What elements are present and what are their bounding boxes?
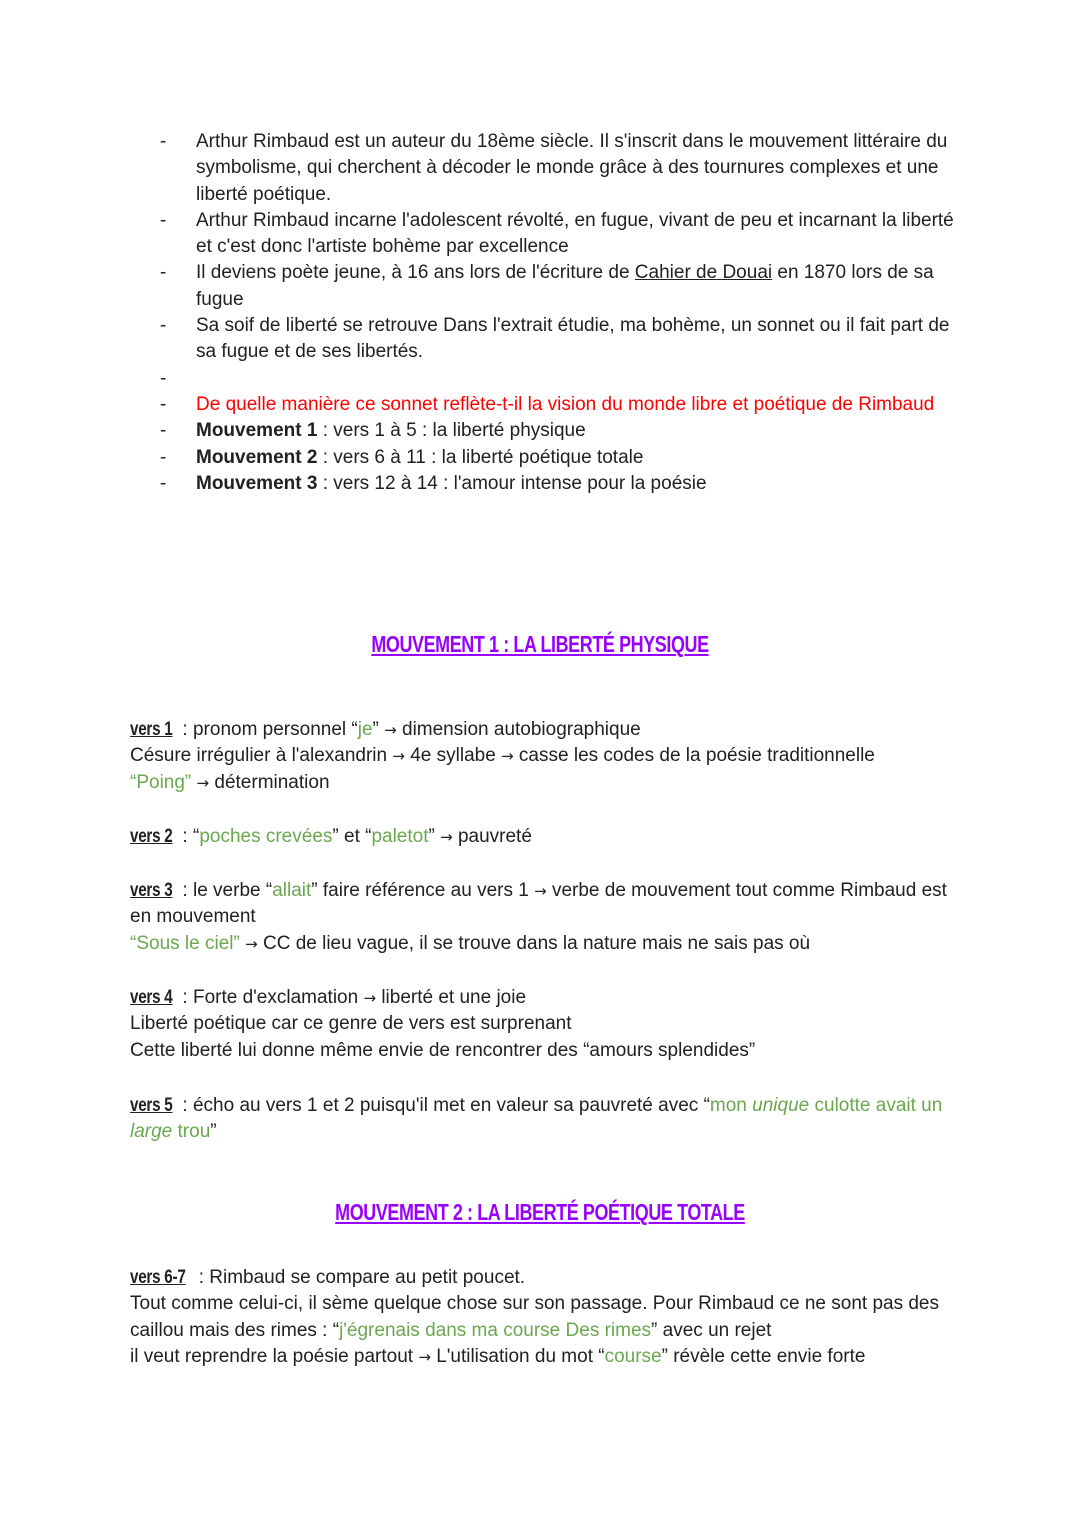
bullet-text: : vers 6 à 11 : la liberté poétique totale [317, 446, 644, 468]
quote: course [604, 1345, 662, 1367]
bullet-text: Arthur Rimbaud est un auteur du 18ème siècle. Il s'inscrit dans le mouvement littéraire du symbolisme, qui cherchent à décoder le monde grâce à des tournures complexes et une liberté poétique. [196, 131, 948, 205]
text: ” [372, 719, 385, 740]
mouvement-2-heading: MOUVEMENT 2 : LA LIBERTÉ POÉTIQUE TOTALE [335, 1199, 745, 1225]
list-item [160, 129, 960, 208]
intro-bullet-list [160, 129, 960, 497]
vers-6-7-line-3 [130, 1344, 960, 1370]
text: : pronom personnel “ [177, 719, 358, 740]
bullet-text: Sa soif de liberté se retrouve Dans l'extrait étudie, ma bohème, un sonnet ou il fait part de sa fugue et de ses libertés. [196, 315, 950, 363]
vers-6-7-line [130, 1265, 960, 1291]
vers-4-line-2: Liberté poétique car ce genre de vers est surprenant [130, 1013, 572, 1035]
vers-5-label: vers 5 [130, 1095, 173, 1116]
vers-4-line-3: Cette liberté lui donne même envie de rencontrer des “amours splendides” [130, 1039, 756, 1061]
text: liberté et une joie [376, 987, 527, 1008]
bullet-text: Il deviens poète jeune, à 16 ans lors de l'écriture de [196, 262, 635, 284]
vers-5-block [130, 1093, 960, 1146]
vers-1-block [130, 717, 960, 796]
vers-3-label: vers 3 [130, 880, 173, 901]
vers-3-line [130, 878, 960, 931]
quote: culotte avait un [809, 1095, 943, 1116]
arrow-icon: → [534, 882, 547, 900]
bullet-dash: - [160, 420, 167, 442]
list-item [160, 313, 960, 366]
quote: j'égrenais dans ma course Des rimes [339, 1319, 652, 1341]
vers-6-7-label: vers 6-7 [130, 1267, 186, 1288]
arrow-icon: → [392, 747, 405, 766]
bullet-dash: - [160, 472, 167, 494]
problematique-text: De quelle manière ce sonnet reflète-t-il la vision du monde libre et poétique de Rimbaud [196, 393, 935, 415]
arrow-icon: → [418, 1347, 431, 1366]
bullet-dash: - [160, 262, 167, 284]
bullet-dash: - [160, 131, 167, 152]
text: Tout comme celui-ci, il sème quelque chose sur son passage. Pour Rimbaud ce ne sont pas des caillou mais des rimes : “ [130, 1293, 939, 1341]
quote-italic: large [130, 1121, 173, 1143]
mouvement-label: Mouvement 3 [196, 472, 318, 494]
text: pauvreté [452, 826, 532, 847]
text: ” [428, 826, 441, 847]
arrow-icon: → [363, 989, 377, 1007]
vers-1-cesure-line [130, 743, 960, 769]
text: ” faire référence au vers 1 [311, 880, 535, 901]
vers-3-ciel-line [130, 931, 960, 957]
list-item [160, 208, 960, 261]
list-item [160, 392, 960, 418]
bullet-text: : vers 1 à 5 : la liberté physique [317, 420, 586, 442]
text: : écho au vers 1 et 2 puisqu'il met en valeur sa pauvreté avec “ [177, 1095, 710, 1116]
text: détermination [209, 771, 330, 793]
quote: poches crevées [199, 826, 333, 847]
quote: trou [172, 1121, 211, 1143]
text: CC de lieu vague, il se trouve dans la nature mais ne sais pas où [257, 932, 811, 954]
text: L'utilisation du mot “ [430, 1345, 605, 1367]
text: Césure irrégulier à l'alexandrin [130, 745, 393, 767]
mouvement-label: Mouvement 2 [196, 446, 318, 468]
text: 4e syllabe [404, 745, 502, 767]
arrow-icon: → [501, 747, 514, 766]
quote: allait [272, 880, 312, 901]
list-item [160, 366, 960, 392]
quote: “Poing” [130, 771, 192, 793]
vers-2-block [130, 824, 960, 850]
arrow-icon: → [245, 934, 258, 953]
text: casse les codes de la poésie traditionnelle [513, 745, 875, 767]
quote: mon [709, 1095, 753, 1116]
quote: je [357, 719, 373, 740]
text: : Rimbaud se compare au petit poucet. [193, 1267, 526, 1288]
vers-3-block [130, 878, 960, 957]
text: : Forte d'exclamation [177, 987, 364, 1008]
text: verbe de mouvement tout comme Rimbaud est en mouvement [130, 880, 947, 928]
arrow-icon: → [196, 773, 210, 792]
vers-6-7-line-2 [130, 1291, 960, 1344]
vers-1-poing-line [130, 770, 960, 796]
bullet-dash: - [160, 367, 167, 389]
mouvement-1-heading: MOUVEMENT 1 : LA LIBERTÉ PHYSIQUE [371, 631, 709, 657]
vers-1-line [130, 717, 960, 743]
bullet-text: en 1870 lors de sa fugue [196, 262, 934, 310]
bullet-text: Arthur Rimbaud incarne l'adolescent révolté, en fugue, vivant de peu et incarnant la liberté et c'est donc l'artiste bohème par excellence [196, 209, 954, 258]
text: dimension autobiographique [396, 719, 641, 740]
text: ” et “ [332, 826, 372, 847]
bullet-dash: - [160, 315, 167, 337]
text: il veut reprendre la poésie partout [130, 1345, 419, 1367]
vers-2-line [130, 824, 960, 850]
vers-4-label: vers 4 [130, 987, 173, 1008]
bullet-text: : vers 12 à 14 : l'amour intense pour la poésie [317, 472, 707, 494]
book-title-link[interactable]: Cahier de Douai [634, 262, 773, 284]
quote-italic: unique [752, 1095, 810, 1116]
mouvement-label: Mouvement 1 [196, 420, 318, 442]
vers-4-block [130, 985, 960, 1064]
bullet-dash: - [160, 393, 167, 415]
quote: paletot [371, 826, 429, 847]
bullet-dash: - [160, 209, 167, 231]
list-item [160, 418, 960, 444]
list-item [160, 445, 960, 471]
text: : “ [177, 826, 200, 847]
vers-4-line [130, 985, 960, 1011]
list-item [160, 471, 960, 497]
list-item [160, 260, 960, 313]
vers-5-line [130, 1093, 960, 1146]
vers-1-label: vers 1 [130, 719, 173, 740]
text: ” [210, 1121, 217, 1143]
arrow-icon: → [384, 721, 397, 739]
bullet-dash: - [160, 446, 167, 468]
text: ” avec un rejet [651, 1319, 772, 1341]
text: : le verbe “ [177, 880, 273, 901]
quote: “Sous le ciel” [130, 932, 240, 954]
vers-2-label: vers 2 [130, 826, 173, 847]
arrow-icon: → [440, 828, 453, 846]
vers-6-7-block [130, 1265, 960, 1370]
text: ” révèle cette envie forte [661, 1345, 866, 1367]
